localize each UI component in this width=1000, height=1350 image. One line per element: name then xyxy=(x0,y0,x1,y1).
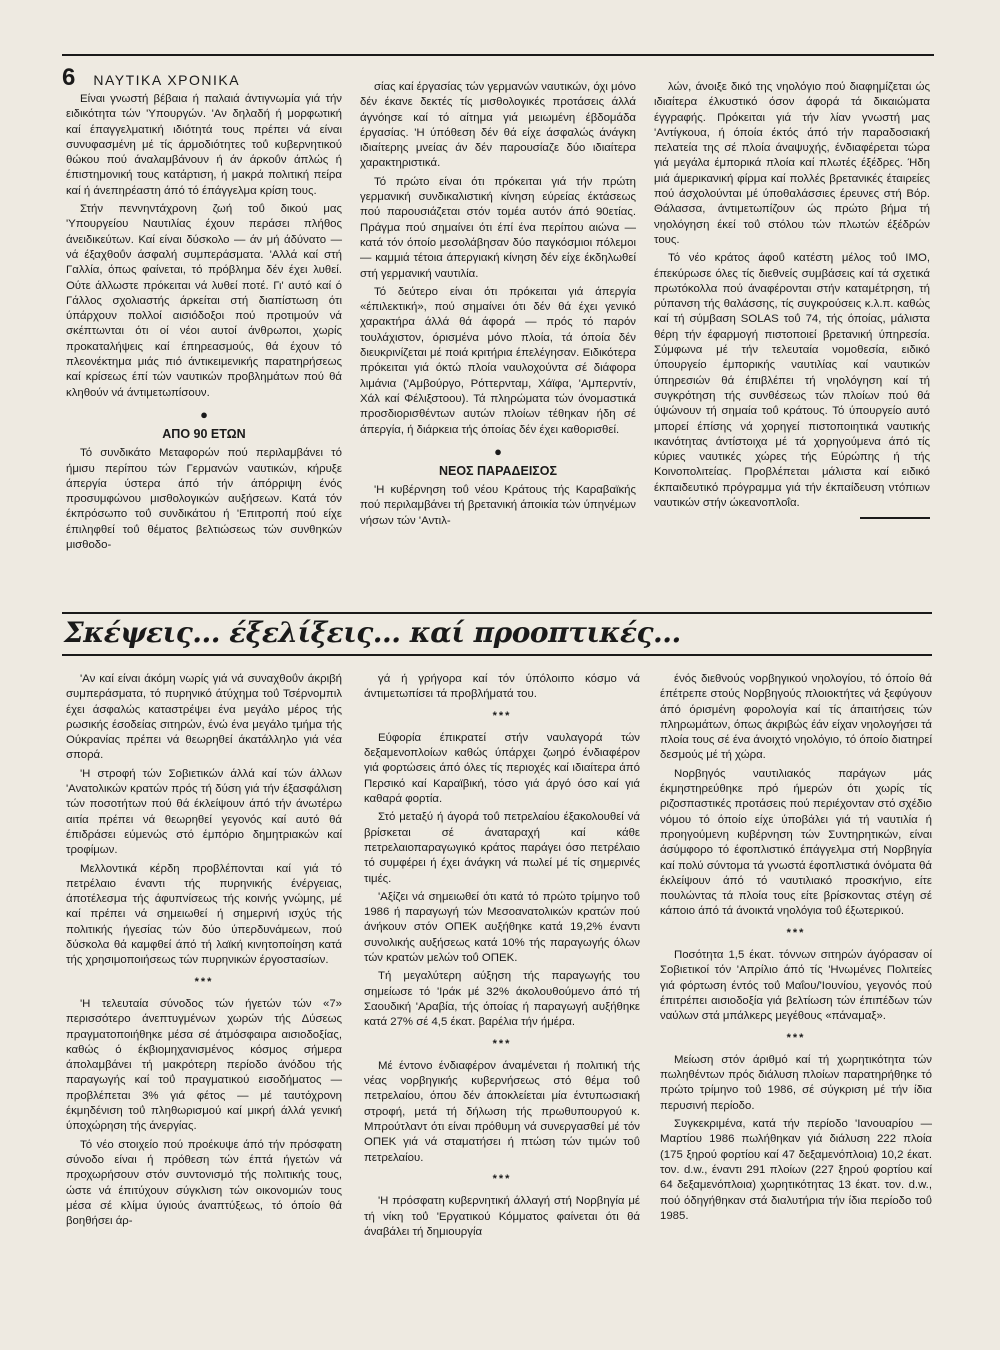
paragraph: Εύφορία έπικρατεί στήν ναυλαγορά τών δεξαμενοπλοίων καθώς ύπάρχει ζωηρό ένδιαφέρον γιά φορτώσεις άπό όλες τίς περιοχές καί ιδιαίτερα άπό Περσικό καί Καραϊβική, τόσο γιά άργό όσο καί γιά καθαρά φορτία. xyxy=(364,731,640,806)
paragraph: Τό νέο στοιχείο πού προέκυψε άπό τήν πρόσφατη σύνοδο είναι ή πρόθεση τών έπτά ήγετών νά προχωρήσουν στόν συντονισμό τής πολιτικής τους, ώστε νά έπιτύχουν σύγκλιση τών οικονομιών τους μέσα σέ κλίμα ύγιούς άναπτύξεως, τό όποίο θά βοηθήσει άρ- xyxy=(66,1138,342,1228)
paragraph: ένός διεθνούς νορβηγικού νηολογίου, τό όποίο θά έπέτρεπε στούς Νορβηγούς πλοιοκτήτες νά ξεφύγουν άπό όρισμένη φορολογία καί τίς άπαιτήσεις τών πληρωμάτων, όπως άκριβώς έάν είχαν νηολογήσει τά πλοία τους σέ ένα άνοιχτό νηολόγιο, τό όποίο διατηρεί δεσμούς μέ τή χώρα. xyxy=(660,673,932,762)
paragraph: Τό πρώτο είναι ότι πρόκειται γιά τήν πρώτη γερμανική συνδικαλιστική κίνηση εύρείας έκτάσεως πού παρουσιάζεται στόν τομέα αυτόν άπό 90ετίας. Πράγμα πού σημαίνει ότι έπί ένα περίπου αιώνα — κατά τόν όποίο μεσολάβησαν δύο παγκόσμιοι πόλεμοι — καμμιά τέτοια άπεργιακή κίνηση δέν είχε έκδηλωθεί στή γερμανική ναυτιλία. xyxy=(360,175,636,280)
article1-column-3 xyxy=(654,80,930,519)
paragraph: Στό μεταξύ ή άγορά τοΰ πετρελαίου έξακολουθεί νά βρίσκεται σέ άναταραχή καί κάθε πετρελαιοπαραγωγικό κράτος παράγει όσο πετρέλαιο τό συμφέρει ή έχει άνάγκη νά πωλεί μέ τίς σημερινές τιμές. xyxy=(364,811,640,885)
bullet-icon: ● xyxy=(494,443,502,459)
paragraph: 'Η πρόσφατη κυβερνητική άλλαγή στή Νορβηγία μέ τή νίκη τοΰ 'Εργατικού Κόμματος φαίνεται ότι θά άναβάλει τή δημιουργία xyxy=(364,1195,640,1238)
paragraph: σίας καί έργασίας τών γερμανών ναυτικών, όχι μόνο δέν έκανε δεκτές τίς μισθολογικές προτάσεις άλλά άγνόησε καί τό αίτημα γιά μειωμένη έβδομάδα έργασίας. 'Η ύπόθεση δέν θά είχε άσφαλώς άνάγκη ιδιαίτερης μνείας άν δέν παρουσίαζε δύο ιδιαίτερα χαρακτηριστικά. xyxy=(360,81,636,170)
article2-column-2 xyxy=(364,672,640,1243)
paragraph: Μέ έντονο ένδιαφέρον άναμένεται ή πολιτική τής νέας νορβηγικής κυβερνήσεως στό θέμα τοΰ πετρελαίου, όπου δέν άποκλείεται μία έντυπωσιακή στροφή, μετά τή δήλωση τής πρωθυπουργού κ. Μπρούτλαντ ότι είναι πρόθυμη νά συνεργασθεί μέ τόν ΟΠΕΚ γιά νά σταματήσει ή πτώση τών τιμών τοΰ πετρελαίου. xyxy=(364,1059,640,1164)
separator: *** xyxy=(786,1031,806,1044)
article1-column-2 xyxy=(360,80,636,532)
page-header xyxy=(62,64,248,94)
paragraph: 'Αξίζει νά σημειωθεί ότι κατά τό πρώτο τρίμηνο τοΰ 1986 ή παραγωγή τών Μεσοανατολικών κρατών πού άνήκουν στόν ΟΠΕΚ αυξήθηκε κατά 19,2% έναντι συνολικής αυξήσεως κατά 10% τής παραγωγής όλων τών κρατών μελών τοΰ ΟΠΕΚ. xyxy=(364,890,640,965)
subheading: ΝΕΟΣ ΠΑΡΑΔΕΙΣΟΣ xyxy=(438,463,558,478)
section-banner xyxy=(62,612,932,656)
paragraph: γά ή γρήγορα καί τόν ύπόλοιπο κόσμο νά άντιμετωπίσει τά προβλήματά του. xyxy=(364,673,640,701)
paragraph: Συγκεκριμένα, κατά τήν περίοδο 'Ιανουαρίου — Μαρτίου 1986 πωλήθηκαν γιά διάλυση 222 πλοία (175 ξηρού φορτίου καί 47 δεξαμενόπλοια) 10,2 έκατ. τον. d.w., έναντι 291 πλοίων (227 ξηρού φορτίου καί 64 δεξαμενόπλοια) χωρητικότητας 13 έκατ. τον. d.w., πού όδηγήθηκαν στά διαλυτήρια τήν ίδια περίοδο τοΰ 1985. xyxy=(660,1118,932,1222)
article2-column-3 xyxy=(660,672,932,1227)
paragraph: Μελλοντικά κέρδη προβλέπονται καί γιά τό πετρέλαιο έναντι τής πυρηνικής ένέργειας, άποτέλεσμα τής άφυπνίσεως τής κοινής γνώμης, μέ καί πρέπει νά σημειωθεί ή σημερινή ισχύς τής πολιτικής ήγεσίας τών δύο ύπερδυνάμεων, πού δύσκολα θά καμφθεί άπό τή λαϊκή κινητοποίηση κατά τής χρησιμοποιήσεως τών πυρηνικών έργοστασίων. xyxy=(66,862,342,967)
separator: *** xyxy=(492,1172,512,1185)
bullet-icon: ● xyxy=(200,406,208,422)
end-mark xyxy=(860,517,930,519)
separator: *** xyxy=(194,975,214,988)
paragraph: Στήν πεννηντάχρονη ζωή τοΰ δικού μας 'Υπουργείου Ναυτιλίας έχουν περάσει πλήθος άνειδικεύτων. Καί είναι δύσκολο — άν μή άδύνατο — νά έξαχθοΰν άσφαλή συμπεράσματα. 'Αλλά καί στή Γαλλία, όπως φαίνεται, τό πρόβλημα δέν έχει λυθεί. Ούτε άλλωστε πρόκειται νά λυθεί ποτέ. Γι' αυτό καί ό Γάλλος σχολιαστής άρκείται στή διαπίστωση ότι ύπάρχουν πολλοί αισιόδοξοι πού προτιμούν νά σκέπτωνται ότι οί νέοι αυτοί άνθρωποι, χωρίς προκαταλήψεις καί έπηρεασμούς, θά έχουν τό πλεονέκτημα μιάς πιό άντικειμενικής παρατηρήσεως καί κρίσεως έπί τών ναυτικών προβλημάτων πού θά κληθούν νά άντιμετωπίσουν. xyxy=(66,203,342,399)
header-rule xyxy=(62,54,934,56)
paragraph: 'Η κυβέρνηση τοΰ νέου Κράτους τής Καραβαϊκής πού περιλαμβάνει τή βρετανική άποικία τών ύπηνέμων νήσων τών 'Αντιλ- xyxy=(360,484,636,527)
publication-name: ΝΑΥΤΙΚΑ ΧΡΟΝΙΚΑ xyxy=(93,72,241,88)
paragraph: 'Η στροφή τών Σοβιετικών άλλά καί τών άλλων 'Ανατολικών κρατών πρός τή δύση γιά τήν έξασφάλιση τών ποσοτήτων πού θά έκλείψουν άπό τήν άνωτέρω αιτία πρέπει νά θεωρηθεί γεγονός καί αυτό θά έπιδράσει εύμενώς στό έμπόριο δημητριακών καί τροφίμων. xyxy=(66,767,342,857)
paragraph: Μείωση στόν άριθμό καί τή χωρητικότητα τών πωληθέντων πρός διάλυση πλοίων παρατηρήθηκε τό πρώτο τρίμηνο τοΰ 1986, σέ σύγκριση μέ τήν ίδια περυσινή περίοδο. xyxy=(660,1053,932,1112)
paragraph: 'Αν καί είναι άκόμη νωρίς γιά νά συναχθοΰν άκριβή συμπεράσματα, τό πυρηνικό άτύχημα τοΰ Τσέρνομπιλ έχει άσφαλώς καταστρέψει ένα μεγάλο μέρος τής ρωσικής έσοδείας σιτηρών, ένώ ένα μεγάλο τμήμα τής Ούκρανίας πρέπει νά θεωρηθεί άκατάλληλο γιά νέα σπορά. xyxy=(66,673,342,762)
separator: *** xyxy=(492,1037,512,1050)
paragraph: Νορβηγός ναυτιλιακός παράγων μάς έκμηστηρεύθηκε πρό ήμερών ότι χωρίς τίς ριζοσπαστικές προτάσεις πού περιέχονταν στό σχέδιο νόμου τό όποίο είχε ύποβάλει γιά τή ναυτιλία ή προηγούμενη κυβέρνηση τών Συντηρητικών, είναι άσύμφορο τό έφοπλιστικό έπάγγελμα στή Νορβηγία καί πολύ σύντομα τά γνωστά έφοπλιστικά όνόματα θά έκλείψουν άπό τό ναυτιλιακό προσκήνιο, είτε πουλώντας τά πλοία τους είτε βρίσκοντας στέγη σέ κάποιο άπό τά άνοικτά νηολόγια τοΰ έξωτερικού. xyxy=(660,767,932,918)
article1-column-1 xyxy=(66,92,342,556)
paragraph: Τό δεύτερο είναι ότι πρόκειται γιά άπεργία «έπιλεκτική», πού σημαίνει ότι δέν θά έχει γενικό χαρακτήρα άλλά θά άφορά — πρός τό παρόν τουλάχιστον, όρισμένα μόνο πλοία, τά όποία δέν διευκρινίζεται μέ ποιά κριτήρια έπελέγησαν. Ειδικότερα πρόκειται γιά όκτώ πλοία ναυλοχούντα σέ διάφορα λιμάνια ('Αμβούργο, Ρόττερνταμ, Χάϊφα, 'Αμπερντίν, Χάλ καί Φέλιξστοου). Τά πληρώματα τών όνομαστικά προσδιορισθέντων αυτών πλοίων τέθηκαν ήδη σέ άπεργία, ή διάρκεια τής όποίας δέν έχει καθορισθεί. xyxy=(360,285,636,436)
paragraph: Ποσότητα 1,5 έκατ. τόννων σιτηρών άγόρασαν οί Σοβιετικοί τόν 'Απρίλιο άπό τίς 'Ηνωμένες Πολιτείες γιά φόρτωση έντός τοΰ Μαΐου/'Ιουνίου, γεγονός πού έπιτρέπει αισιοδοξία γιά βελτίωση τών έπιπέδων τών ναύλων στά μπάλκερς μεγέθους «πάναμαξ». xyxy=(660,949,932,1023)
paragraph: Είναι γνωστή βέβαια ή παλαιά άντιγνωμία γιά τήν ειδικότητα τών 'Υπουργών. 'Αν δηλαδή ή μορφωτική καί έπαγγελματική ιδιότητά τους πρέπει νά είναι συνυφασμένη μέ τίς άρμοδιότητες τοΰ κυβερνητικού θώκου πού άναλαμβάνουν ή άν άρκοΰν άπλώς ή έπιστημονική τους κατάρτιση, ή μακρά πολιτική πείρα καί ή άνεπηρέαστη άπό τό έπάγγελμα κρίση τους. xyxy=(66,93,342,197)
separator: *** xyxy=(492,709,512,722)
banner-title: Σκέψεις... έξελίξεις... καί προοπτικές... xyxy=(64,616,681,649)
paragraph: Τό νέο κράτος άφοΰ κατέστη μέλος τοΰ ΙΜΟ, έπεκύρωσε όλες τίς διεθνείς συμβάσεις καί τά σχετικά πρωτόκολλα πού άναφέρονται στήν καταμέτρηση, τή ρύπανση τής θαλάσσης, τίς συγκρούσεις κ.λ.π. καθώς καί τή σύμβαση SOLAS τοΰ 74, τής όποίας, μάλιστα θέρη τήν έφαρμογή πιστοποιεί βρετανική ύπηρεσία. Σύμφωνα μέ τήν τελευταία νομοθεσία, ειδικό ύπουργείο έμπορικής ναυτιλίας καί ναυτικών ύπηρεσιών θά έπιβλέπει τή νηολόγηση καί τή συγκρότηση τής συνθέσεως τών πλοίων πού θά ύψώνουν τή σημαία τοΰ κράτους. Τό ύπουργείο αυτό μπορεί έπίσης νά χορηγεί πιστοποιητικά ναυτικής ικανότητας άντίστοιχα μέ τά χορηγούμενα άπό τίς κύριες ναυτικές χώρες τής Εύρώπης ή τής Κοινοπολιτείας. Προβλέπεται μάλιστα καί ειδικό έκπαιδευτικό πρόγραμμα γιά τήν έκπαίδευση ντόπιων ναυτικών στήν ώκεανοπλοΐα. xyxy=(654,252,930,510)
page-number: 6 xyxy=(62,64,76,91)
paragraph: 'Η τελευταία σύνοδος τών ήγετών τών «7» περισσότερο άνεπτυγμένων χωρών τής Δύσεως πραγματοποιήθηκε μέσα σέ άτμόσφαιρα αισιοδοξίας, καθώς ό έκβιομηχανισμένος κόσμος σήμερα άπολαμβάνει τή μακρότερη περίοδο άνόδου τής παραγωγής καί τοΰ πραγματικού εισοδήματος — προβλέπεται 3% γιά φέτος — μέ ταυτόχρονη έκμηδένιση τοΰ πληθωρισμού καί μικρή άλλά γενική ύποχώρηση τής άνεργίας. xyxy=(66,997,342,1133)
paragraph: λών, άνοιξε δικό της νηολόγιο πού διαφημίζεται ώς ιδιαίτερα έλκυστικό όσον άφορά τά δικαιώματα έγγραφής. Πρόκειται γιά τήν λίαν γνωστή μας 'Αντίγκουα, ή όποία έκτός άπό τήν παραδοσιακή πελατεία της σέ πλοία άναψυχής, ένδιαφέρεται τώρα γιά μεγάλα έμπορικά πλοία καί πλωτές έξέδρες. Ήδη μιά άμερικανική φίρμα καί πολλές βρετανικές έταιρείες πού άσχολούνται μέ ύποθαλάσσιες έρευνες στή Βόρ. Θάλασσα, άντιμετωπίζουν ώς πρώτο βήμα τή νηολόγηση έκεί τοΰ στόλου τών πλωτών έξέδρών τους. xyxy=(654,81,930,246)
subheading: ΑΠΟ 90 ΕΤΩΝ xyxy=(162,426,246,441)
separator: *** xyxy=(786,926,806,939)
paragraph: Τή μεγαλύτερη αύξηση τής παραγωγής του σημείωσε τό 'Ιράκ μέ 32% άκολουθούμενο άπό τή Σαουδική 'Αραβία, τής όποίας ή παραγωγή αυξήθηκε κατά 27% σέ 4,5 έκατ. βαρέλια τήν ήμέρα. xyxy=(364,970,640,1029)
article2-column-1 xyxy=(66,672,342,1232)
paragraph: Τό συνδικάτο Μεταφορών πού περιλαμβάνει τό ήμισυ περίπου τών Γερμανών ναυτικών, κήρυξε άπεργία ύστερα άπό τήν άπόρριψη ένός προσυμφώνου μισθολογικών αυξήσεων. Κατά τόν έκπρόσωπο τοΰ συνδικάτου ή 'Επιτροπή πού είχε έπιληφθεί τοΰ θέματος βελτιώσεως τών συνθηκών μισθοδο- xyxy=(66,447,342,552)
